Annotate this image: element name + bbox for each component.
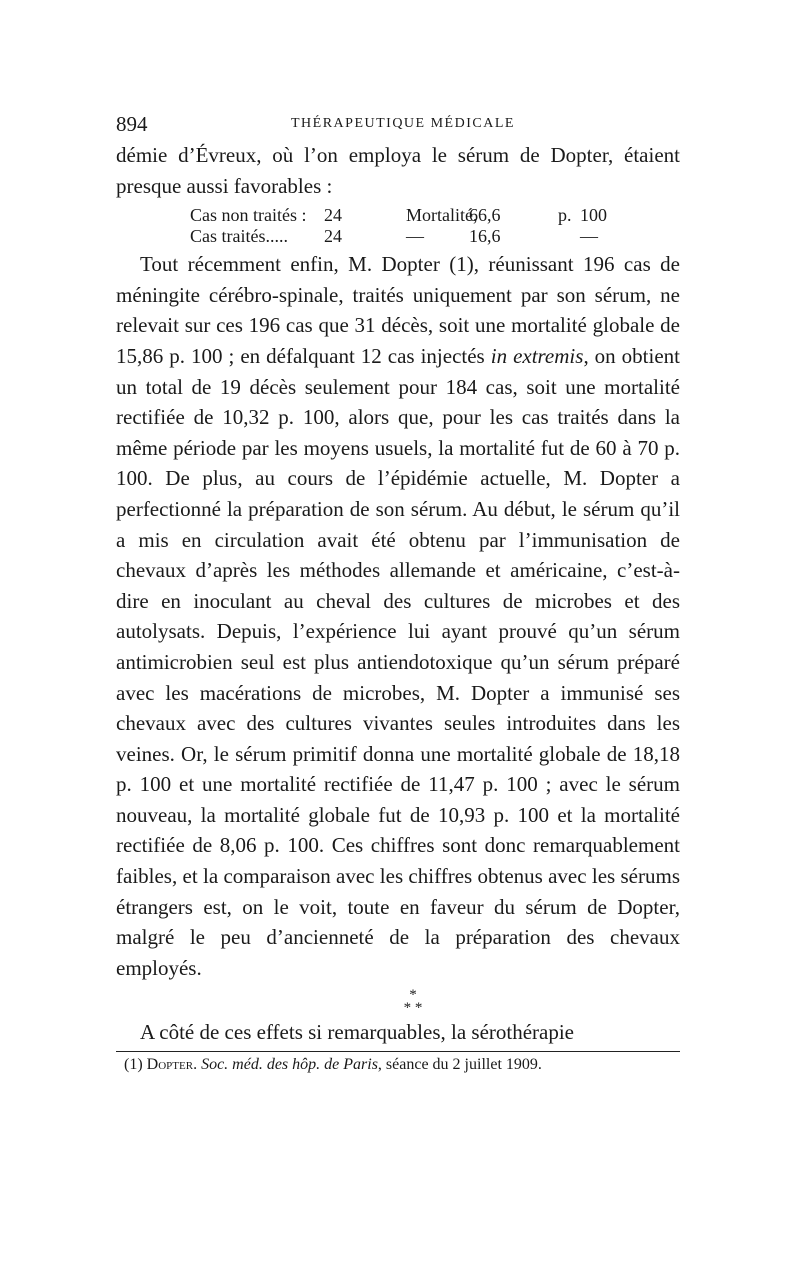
footnote-marker: (1) xyxy=(124,1056,147,1074)
paragraph-segment: Tout récemment enfin, M. Dopter (1), réunissant 196 cas de méningite cérébro-spinale, traités uniquement par son sérum, ne relevait sur ces 196 cas que 31 décès, soit une mortalité globale de 15,86 p. 100 ; en défalquant 12 cas injectés xyxy=(116,252,680,368)
footnote-rule xyxy=(116,1051,680,1052)
stats-metric: Mortalité, xyxy=(406,205,478,226)
body-text xyxy=(116,140,680,1048)
stats-row-treated xyxy=(190,226,680,247)
stats-label: Cas traités..... xyxy=(190,226,288,247)
stats-count: 24 xyxy=(324,226,342,247)
stats-metric: — xyxy=(406,226,424,247)
stats-table xyxy=(116,205,680,247)
stats-label: Cas non traités : xyxy=(190,205,307,226)
paragraph-segment: , on obtient un total de 19 décès seulement pour 184 cas, soit une mortalité rectifiée de 10,32 p. 100, alors que, pour les cas traités dans la même période par les moyens usuels, la mortalité fut de 60 à 70 p. 100. De plus, au cours de l’épidémie actuelle, M. Dopter a perfectionné la préparation de son sérum. Au début, le sérum qu’il a mis en circulation avait été obtenu par l’immunisation de chevaux d’après les méthodes allemande et américaine, c’est-à-dire en inoculant au cheval des cultures de microbes et des autolysats. Depuis, l’expérience lui ayant prouvé qu’un sérum antimicrobien seul est plus antiendotoxique qu’un sérum préparé avec les macérations de microbes, M. Dopter a immunisé ses chevaux avec des cultures vivantes seules introduites dans les veines. Or, le sérum primitif donna une mortalité globale de 18,18 p. 100 et une mortalité rectifiée de 11,47 p. 100 ; avec le sérum nouveau, la mortalité globale fut de 10,93 p. 100 et la mortalité rectifiée de 8,06 p. 100. Ces chiffres sont donc remarquablement faibles, et la comparaison avec les chiffres obtenus avec les sérums étrangers est, on le voit, toute en faveur du sérum de Dopter, malgré le peu d’ancienneté de la préparation des chevaux employés. xyxy=(116,343,681,980)
asterism-bottom: * * xyxy=(403,1000,423,1017)
page-number: 894 xyxy=(116,112,148,136)
running-head: THÉRAPEUTIQUE MÉDICALE xyxy=(291,116,515,131)
paragraph-serotherapy: A côté de ces effets si remarquables, la sérothérapie xyxy=(140,1020,575,1045)
footnote-journal: Soc. méd. des hôp. de Paris xyxy=(201,1056,378,1074)
stats-count: 24 xyxy=(324,205,342,226)
footnote-author: Dopter xyxy=(146,1056,194,1074)
footnote xyxy=(116,1054,680,1076)
latin-phrase: in extremis xyxy=(490,343,584,368)
footnote-details: , séance du 2 juillet 1909. xyxy=(377,1056,542,1074)
page-header xyxy=(116,112,680,140)
stats-unit-100: 100 xyxy=(580,205,607,226)
stats-value: 16,6 xyxy=(469,226,501,247)
paragraph-dopter-results xyxy=(116,249,680,983)
stats-value: 66,6 xyxy=(469,205,501,226)
asterism-separator xyxy=(116,989,680,1015)
asterism-top: * xyxy=(409,987,417,1004)
book-page xyxy=(116,112,680,1076)
footnote-separator: . xyxy=(193,1056,202,1074)
stats-unit-100: — xyxy=(580,226,598,247)
paragraph-continuation: démie d’Évreux, où l’on employa le sérum de Dopter, étaient presque aussi favorables : xyxy=(116,143,680,198)
stats-unit-p: p. xyxy=(558,205,572,226)
stats-row-untreated xyxy=(190,205,680,226)
